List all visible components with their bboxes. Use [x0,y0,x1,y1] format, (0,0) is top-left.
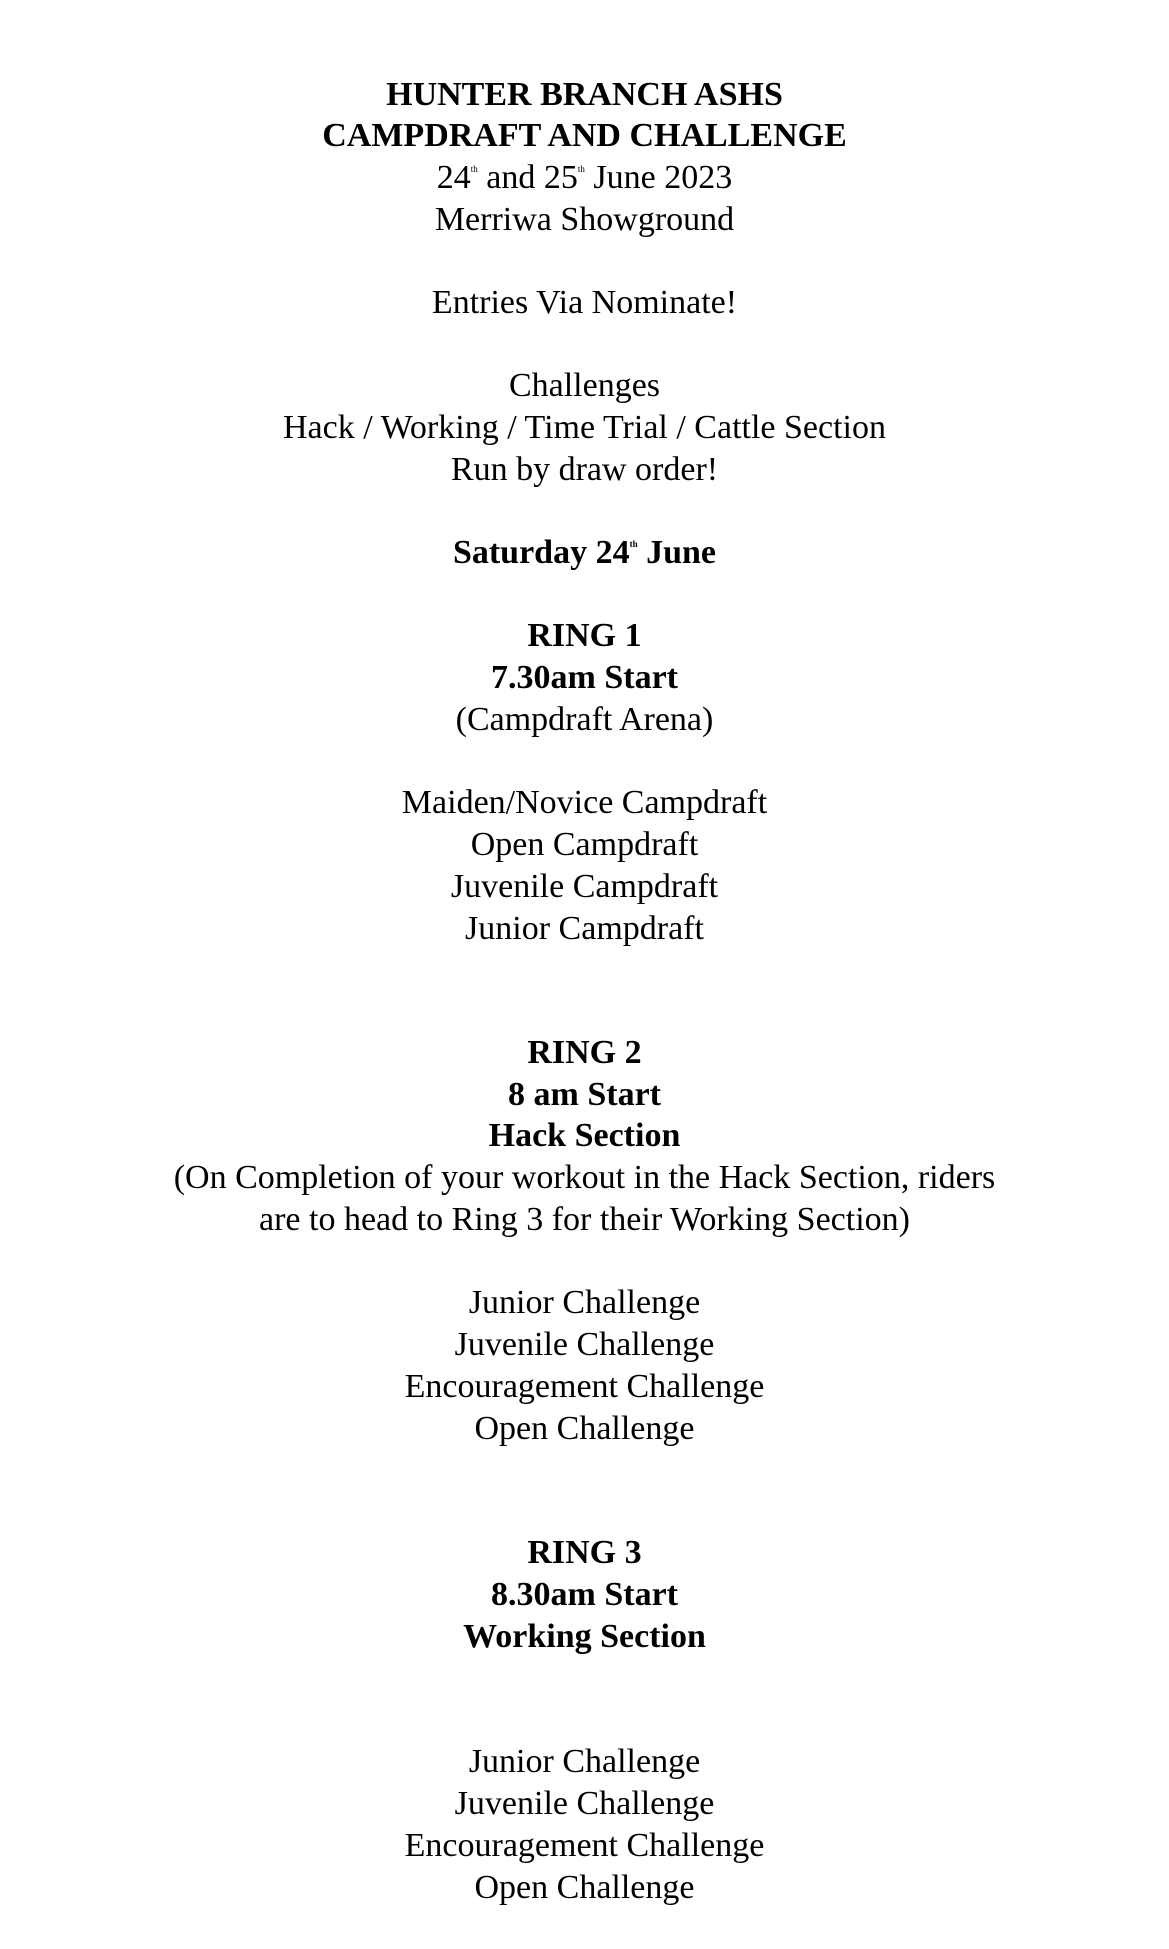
ring2-event: Open Challenge [474,1410,695,1447]
ring2-note-line-1: (On Completion of your workout in the Hack Section, riders [173,1159,996,1196]
challenges-sections: Hack / Working / Time Trial / Cattle Section [283,409,886,446]
ring3-event: Juvenile Challenge [454,1785,715,1822]
ring1-event: Junior Campdraft [465,910,704,947]
ring1-location: (Campdraft Arena) [455,701,714,738]
ring3-event: Junior Challenge [468,1743,701,1780]
ring3-start: 8.30am Start [491,1576,678,1613]
ring2-note-line-2: are to head to Ring 3 for their Working Section) [259,1201,910,1238]
challenges-heading: Challenges [508,367,661,404]
day-heading: Saturday 24th June [452,534,717,571]
ring2-name: RING 2 [527,1034,642,1071]
ring2-event: Encouragement Challenge [404,1368,765,1405]
ring1-name: RING 1 [527,617,642,654]
venue: Merriwa Showground [434,201,735,238]
ring1-event: Maiden/Novice Campdraft [401,784,768,821]
ring2-start: 8 am Start [508,1076,661,1113]
ring2-section: Hack Section [488,1117,681,1154]
ring3-section: Working Section [463,1618,706,1655]
ring3-event: Encouragement Challenge [404,1827,765,1864]
ring3-event: Open Challenge [474,1869,695,1906]
ring3-name: RING 3 [527,1534,642,1571]
ring1-start: 7.30am Start [491,659,678,696]
ring1-event: Open Campdraft [470,826,699,863]
title-line-2: CAMPDRAFT AND CHALLENGE [322,117,847,154]
challenges-order: Run by draw order! [450,451,719,488]
ring1-event: Juvenile Campdraft [450,868,719,905]
ring2-event: Junior Challenge [468,1284,701,1321]
title-line-1: HUNTER BRANCH ASHS [386,76,783,113]
ring2-event: Juvenile Challenge [454,1326,715,1363]
entries-note: Entries Via Nominate! [431,284,738,321]
event-dates: 24th and 25th June 2023 [436,159,733,196]
